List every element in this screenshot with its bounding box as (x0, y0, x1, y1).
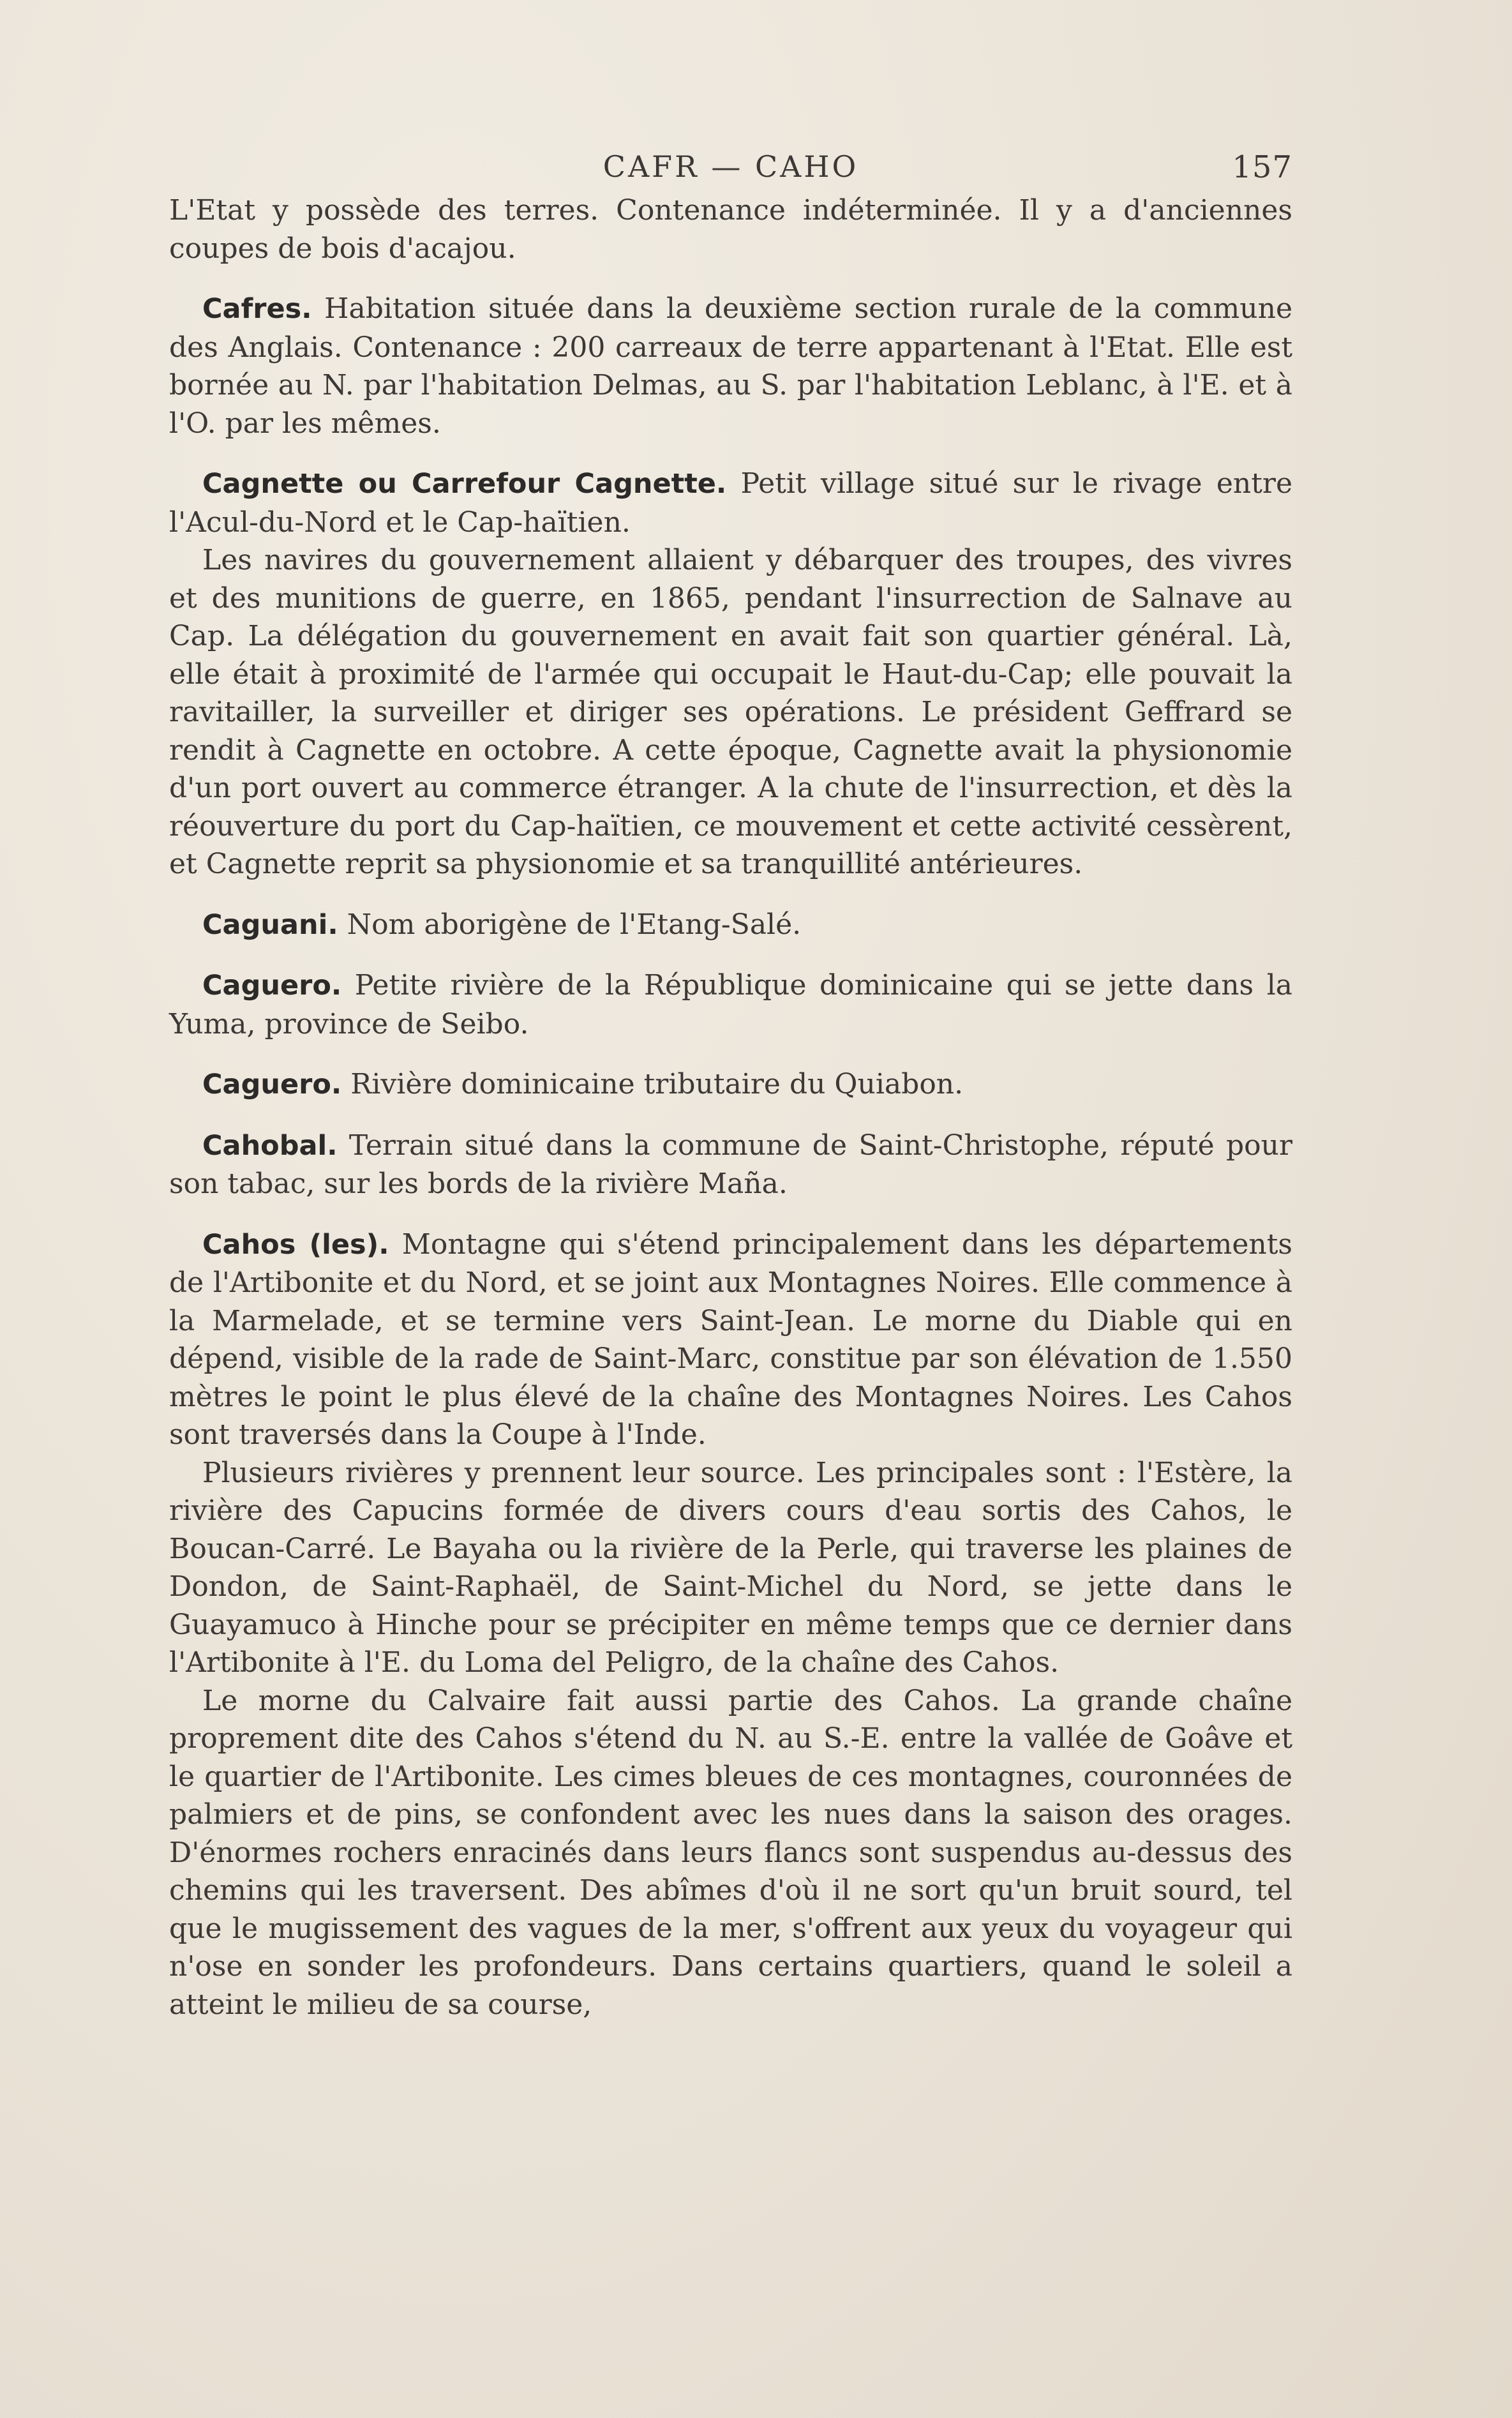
headword: Cafres. (202, 293, 312, 325)
paragraph-cahos-rivers (169, 1454, 1292, 1682)
headword: Caguero. (202, 970, 342, 1002)
entry-cafres (169, 290, 1292, 442)
entry-cahobal (169, 1127, 1292, 1203)
entry-text: Rivière dominicaine tributaire du Quiabon. (341, 1068, 964, 1100)
running-title: CAFR — CAHO (603, 149, 859, 184)
body-text (169, 191, 1292, 2024)
entry-text: Montagne qui s'étend principalement dans les départements de l'Artibonite et du Nord, et se joint aux Montagnes Noires. Elle commence à la Marmelade, et se termine vers Saint-Jean. Le morne du Diable qui en dépend, visible de la rade de Saint-Marc, constitue par son élévation de 1.550 mètres le point le plus élevé de la chaîne des Montagnes Noires. Les Cahos sont traversés dans la Coupe à l'Inde. (169, 1228, 1292, 1451)
entry-cahos (169, 1226, 1292, 1454)
headword: Cagnette ou Carrefour Cagnette. (202, 468, 727, 500)
paragraph-text: Plusieurs rivières y prennent leur source. Les principales sont : l'Estère, la rivière des Capucins formée de divers cours d'eau sortis des Cahos, le Boucan-Carré. Le Bayaha ou la rivière de la Perle, qui traverse les plaines de Dondon, de Saint-Raphaël, de Saint-Michel du Nord, se jette dans le Guayamuco à Hinche pour se précipiter en même temps que ce dernier dans l'Artibonite à l'E. du Loma del Peligro, de la chaîne des Cahos. (169, 1456, 1292, 1679)
entry-caguani (169, 906, 1292, 945)
headword: Caguani. (202, 908, 338, 941)
running-header (169, 147, 1292, 191)
entry-caguero-2 (169, 1065, 1292, 1104)
paragraph-cagnette-history (169, 541, 1292, 883)
paragraph-text: Les navires du gouvernement allaient y débarquer des troupes, des vivres et des munitions de guerre, en 1865, pendant l'insurrection de Salnave au Cap. La délégation du gouvernement en avait fait son quartier général. Là, elle était à proximité de l'armée qui occupait le Haut-du-Cap; elle pouvait la ravitailler, la surveiller et diriger ses opérations. Le président Geffrard se rendit à Cagnette en octobre. A cette époque, Cagnette avait la physionomie d'un port ouvert au commerce étranger. A la chute de l'insurrection, et dès la réouverture du port du Cap-haïtien, ce mouvement et cette activité cessèrent, et Cagnette reprit sa physionomie et sa tranquillité antérieures. (169, 544, 1292, 880)
paragraph-continued (169, 191, 1292, 267)
entry-cagnette (169, 465, 1292, 541)
paragraph-text: L'Etat y possède des terres. Contenance indéterminée. Il y a d'anciennes coupes de bois d'acajou. (169, 194, 1292, 265)
entry-text: Nom aborigène de l'Etang-Salé. (338, 908, 802, 941)
entry-text: Terrain situé dans la commune de Saint-Christophe, réputé pour son tabac, sur les bords de la rivière Maña. (169, 1129, 1292, 1200)
entry-text: Habitation située dans la deuxième section rurale de la commune des Anglais. Contenance : 200 carreaux de terre appartenant à l'Etat. Elle est bornée au N. par l'habitation Delmas, au S. par l'habitation Leblanc, à l'E. et à l'O. par les mêmes. (169, 292, 1292, 440)
entry-caguero-1 (169, 966, 1292, 1043)
entry-text: Petit village situé sur le rivage entre l'Acul-du-Nord et le Cap-haïtien. (169, 467, 1292, 539)
page-number: 157 (1232, 149, 1292, 185)
book-page (169, 147, 1292, 2024)
headword: Cahos (les). (202, 1228, 389, 1261)
headword: Cahobal. (202, 1129, 338, 1162)
entry-text: Petite rivière de la République dominicaine qui se jette dans la Yuma, province de Seibo. (169, 969, 1292, 1040)
paragraph-text: Le morne du Calvaire fait aussi partie des Cahos. La grande chaîne proprement dite des Cahos s'étend du N. au S.-E. entre la vallée de Goâve et le quartier de l'Artibonite. Les cimes bleues de ces montagnes, couronnées de palmiers et de pins, se confondent avec les nues dans la saison des orages. D'énormes rochers enracinés dans leurs flancs sont suspendus au-dessus des chemins qui les traversent. Des abîmes d'où il ne sort qu'un bruit sourd, tel que le mugissement des vagues de la mer, s'offrent aux yeux du voyageur qui n'ose en sonder les profondeurs. Dans certains quartiers, quand le soleil a atteint le milieu de sa course, (169, 1684, 1292, 2021)
headword: Caguero. (202, 1069, 342, 1100)
paragraph-cahos-chain (169, 1682, 1292, 2024)
